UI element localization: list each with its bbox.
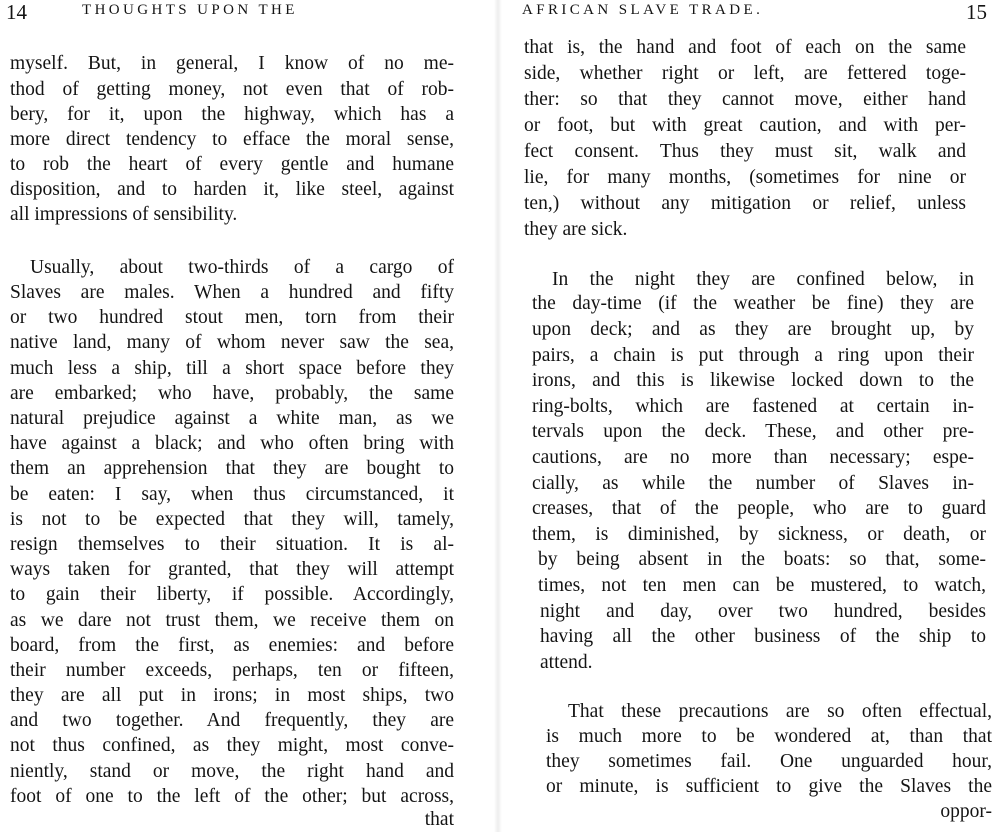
text-line: tervals upon the deck. These, and other pre-	[532, 421, 974, 442]
text-line: or foot, but with great caution, and with per-	[524, 115, 966, 136]
text-line: to rob the heart of every gentle and humane	[10, 154, 454, 175]
catchword: oppor-	[940, 801, 992, 822]
text-line: to gain their liberty, if possible. Accordingly,	[10, 584, 454, 605]
text-line: creases, that of the people, who are to guard	[532, 498, 986, 519]
text-line: them an apprehension that they are bought to	[10, 458, 454, 479]
text-line: fect consent. Thus they must sit, walk and	[524, 141, 966, 162]
text-line: by being absent in the boats: so that, some-	[538, 549, 986, 570]
running-head: THOUGHTS UPON THE	[82, 2, 298, 18]
text-line: the day-time (if the weather be fine) they are	[532, 293, 974, 314]
text-line: that is, the hand and foot of each on the same	[524, 37, 966, 58]
text-line: cautions, are no more than necessary; espe-	[532, 447, 974, 468]
text-line: or minute, is sufficient to give the Slaves the	[546, 776, 992, 797]
text-line: foot of one to the left of the other; but across,	[10, 786, 454, 807]
text-line: is much more to be wondered at, than that	[546, 726, 992, 747]
text-line: natural prejudice against a white man, as we	[10, 408, 454, 429]
text-line: myself. But, in general, I know of no me-	[10, 53, 454, 74]
text-line: them, is diminished, by sickness, or death, or	[532, 524, 986, 545]
page-number: 15	[966, 0, 987, 24]
text-line: ten,) without any mitigation or relief, unless	[524, 193, 966, 214]
left-page	[0, 0, 496, 832]
text-line: disposition, and to harden it, like steel, against	[10, 179, 454, 200]
text-line: attend.	[540, 652, 593, 673]
text-line: upon deck; and as they are brought up, by	[532, 319, 974, 340]
text-line: ways taken for granted, that they will attempt	[10, 559, 454, 580]
text-line: or two hundred stout men, torn from their	[10, 307, 454, 328]
text-line: have against a black; and who often bring with	[10, 433, 454, 454]
text-line: ring-bolts, which are fastened at certain in-	[532, 396, 974, 417]
text-line: In the night they are confined below, in	[552, 269, 974, 290]
text-line: pairs, a chain is put through a ring upon their	[532, 345, 974, 366]
text-line: are embarked; who have, probably, the same	[10, 383, 454, 404]
text-line: resign themselves to their situation. It is al-	[10, 534, 454, 555]
right-page	[500, 0, 1000, 832]
text-line: times, not ten men can be mustered, to watch,	[538, 575, 986, 596]
text-line: and two together. And frequently, they are	[10, 710, 454, 731]
text-line: night and day, over two hundred, besides	[540, 601, 986, 622]
text-line: as we dare not trust them, we receive them on	[10, 610, 454, 631]
text-line: more direct tendency to efface the moral sense,	[10, 129, 454, 150]
text-line: irons, and this is likewise locked down to the	[532, 370, 974, 391]
text-line: side, whether right or left, are fettered toge-	[524, 63, 966, 84]
text-line: thod of getting money, not even that of rob-	[10, 79, 454, 100]
text-line: niently, stand or move, the right hand and	[10, 761, 454, 782]
text-line: cially, as while the number of Slaves in-	[532, 473, 974, 494]
text-line: bery, for it, upon the highway, which has a	[10, 104, 454, 125]
text-line: be eaten: I say, when thus circumstanced, it	[10, 484, 454, 505]
text-line: their number exceeds, perhaps, ten or fifteen,	[10, 660, 454, 681]
text-line: Slaves are males. When a hundred and fifty	[10, 282, 454, 303]
text-line: lie, for many months, (sometimes for nine or	[524, 167, 966, 188]
text-line: all impressions of sensibility.	[10, 204, 238, 225]
text-line: That these precautions are so often effectual,	[568, 701, 992, 722]
text-line: board, from the first, as enemies: and before	[10, 635, 454, 656]
text-line: having all the other business of the ship to	[540, 626, 986, 647]
text-line: ther: so that they cannot move, either hand	[524, 89, 966, 110]
text-line: they are all put in irons; in most ships, two	[10, 685, 454, 706]
text-line: much less a ship, till a short space before they	[10, 358, 454, 379]
page-number: 14	[6, 0, 27, 24]
text-line: not thus confined, as they might, most conve-	[10, 735, 454, 756]
running-head: AFRICAN SLAVE TRADE.	[522, 2, 764, 18]
text-line: native land, many of whom never saw the sea,	[10, 332, 454, 353]
catchword: that	[424, 809, 454, 830]
text-line: they sometimes fail. One unguarded hour,	[546, 751, 992, 772]
text-line: Usually, about two-thirds of a cargo of	[30, 257, 454, 278]
text-line: they are sick.	[524, 219, 628, 240]
text-line: is not to be expected that they will, tamely,	[10, 509, 454, 530]
